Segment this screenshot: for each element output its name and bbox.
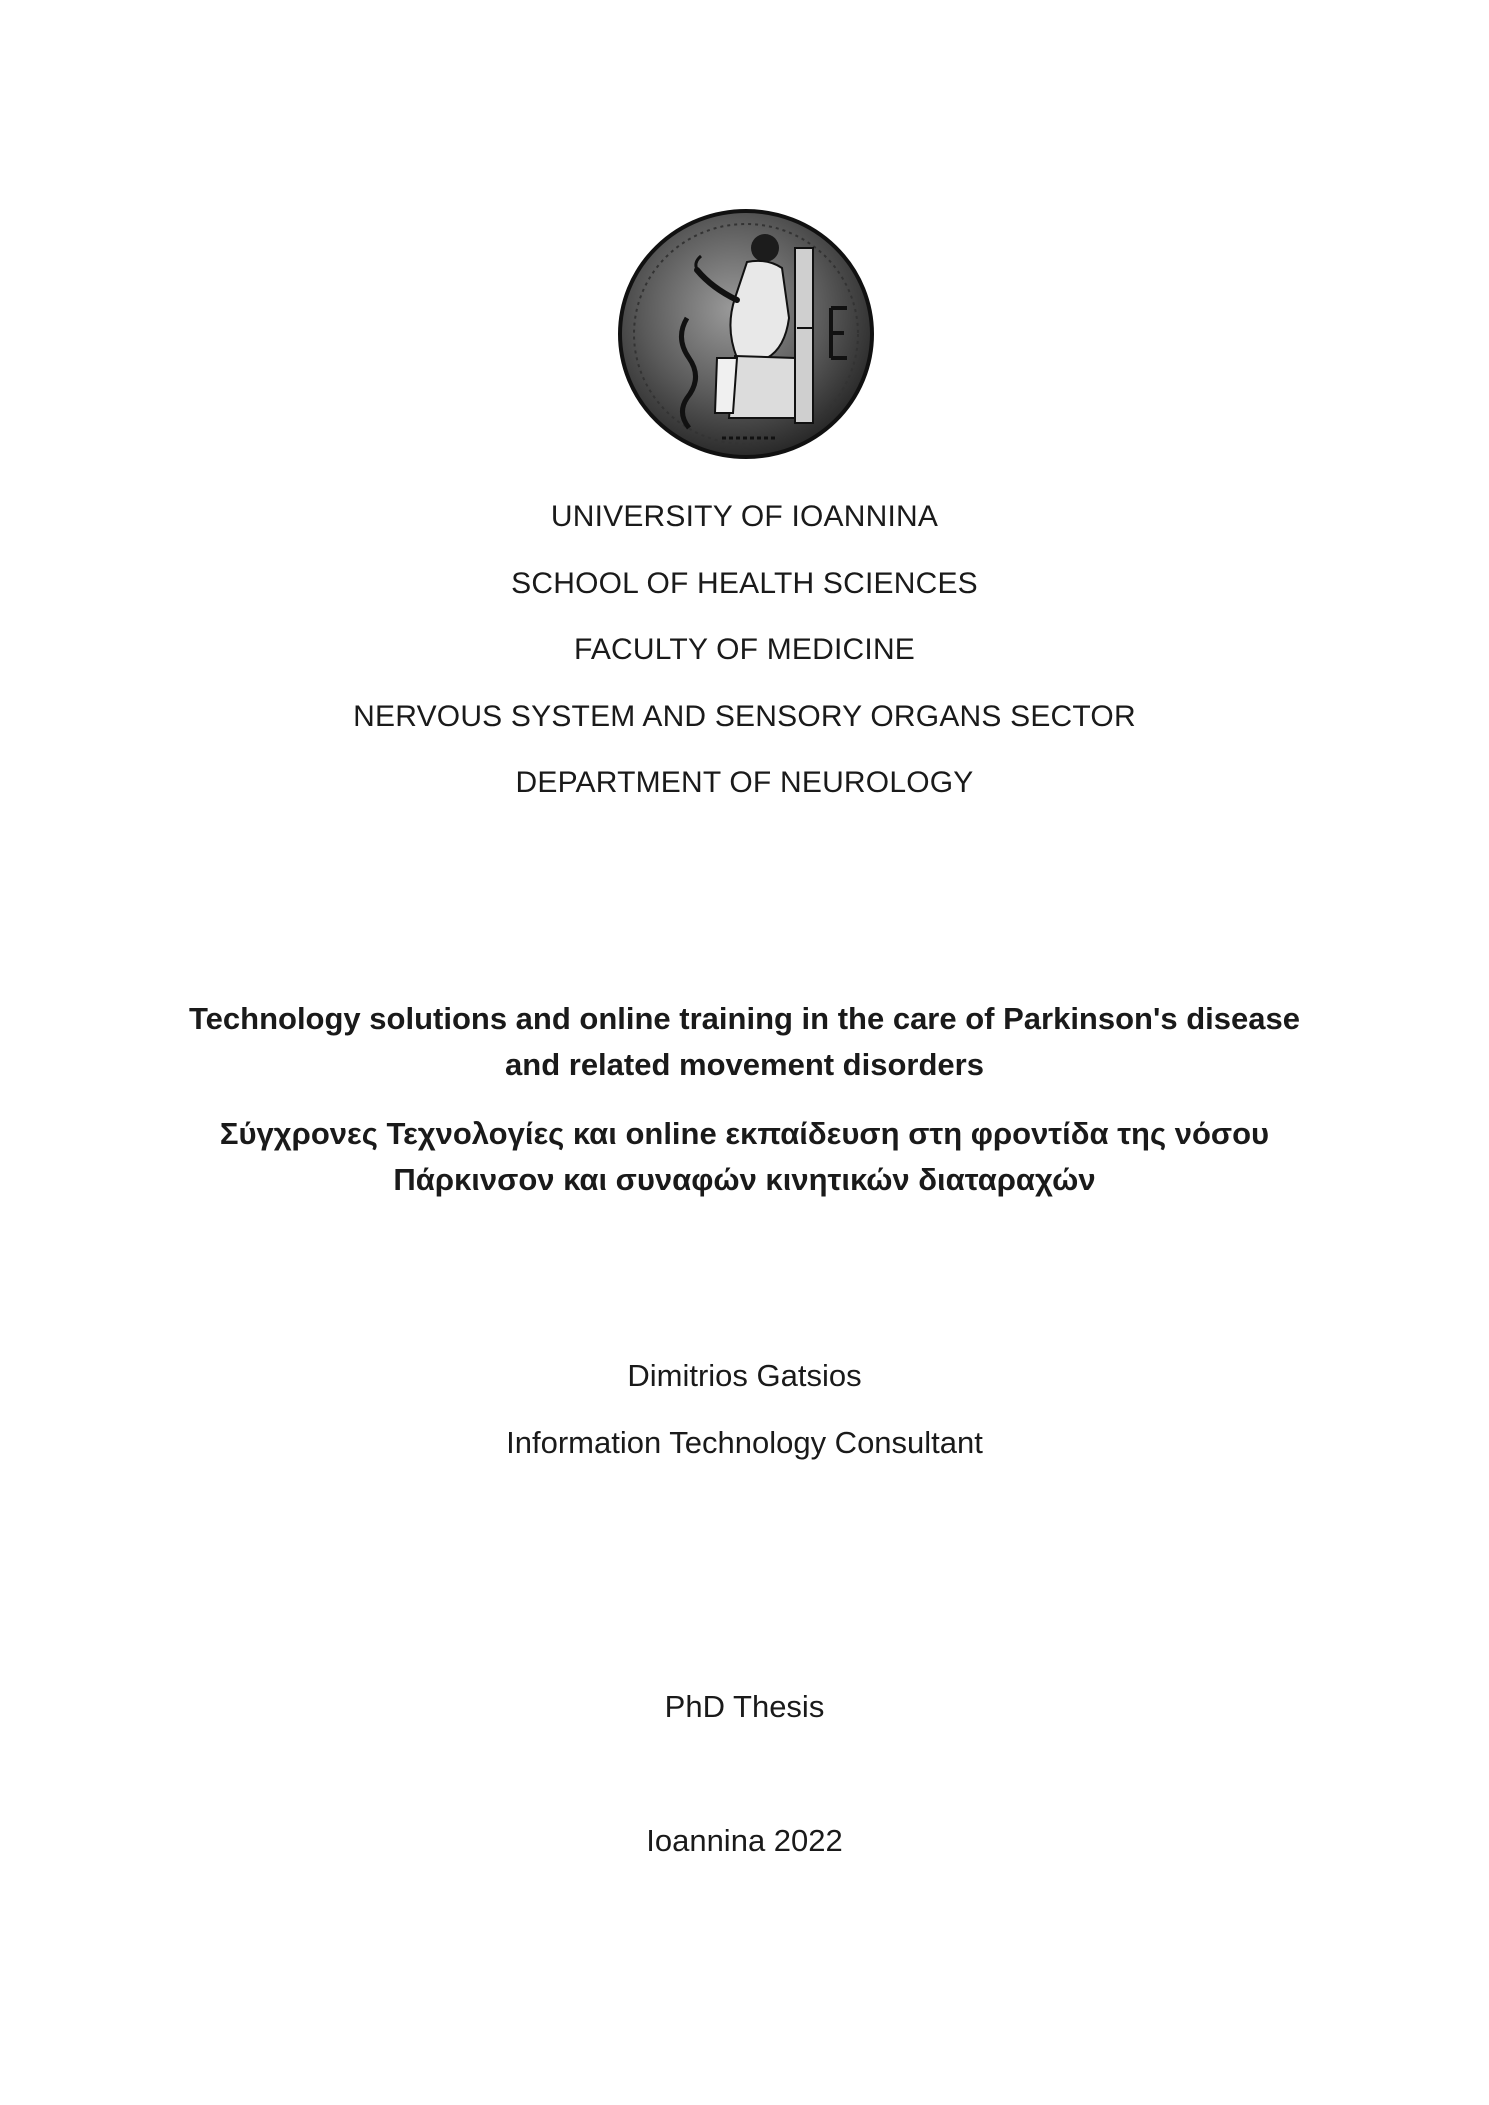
department-name: DEPARTMENT OF NEUROLOGY bbox=[515, 766, 974, 799]
title-gr-line: Πάρκινσον και συναφών κινητικών διαταραχών bbox=[393, 1162, 1096, 1197]
institution-block bbox=[0, 484, 1489, 817]
author-role: Information Technology Consultant bbox=[506, 1425, 983, 1460]
author-name: Dimitrios Gatsios bbox=[627, 1358, 862, 1393]
thesis-title-greek bbox=[0, 1111, 1489, 1203]
author-block bbox=[0, 1342, 1489, 1476]
thesis-title-english bbox=[0, 996, 1489, 1088]
school-name: SCHOOL OF HEALTH SCIENCES bbox=[511, 566, 978, 600]
faculty-name: FACULTY OF MEDICINE bbox=[573, 633, 916, 666]
document-type: PhD Thesis bbox=[664, 1689, 825, 1724]
university-seal-coin-icon bbox=[617, 208, 875, 460]
title-en-line: Technology solutions and online training in the care of Parkinson's disease bbox=[189, 1001, 1300, 1036]
title-en-line: and related movement disorders bbox=[505, 1047, 984, 1082]
sector-name: NERVOUS SYSTEM AND SENSORY ORGANS SECTOR bbox=[353, 699, 1136, 733]
place-year: Ioannina 2022 bbox=[646, 1823, 843, 1858]
title-gr-line: Σύγχρονες Τεχνολογίες και online εκπαίδευση στη φροντίδα της νόσου bbox=[219, 1116, 1270, 1151]
university-name: UNIVERSITY OF IOANNINA bbox=[550, 500, 939, 533]
